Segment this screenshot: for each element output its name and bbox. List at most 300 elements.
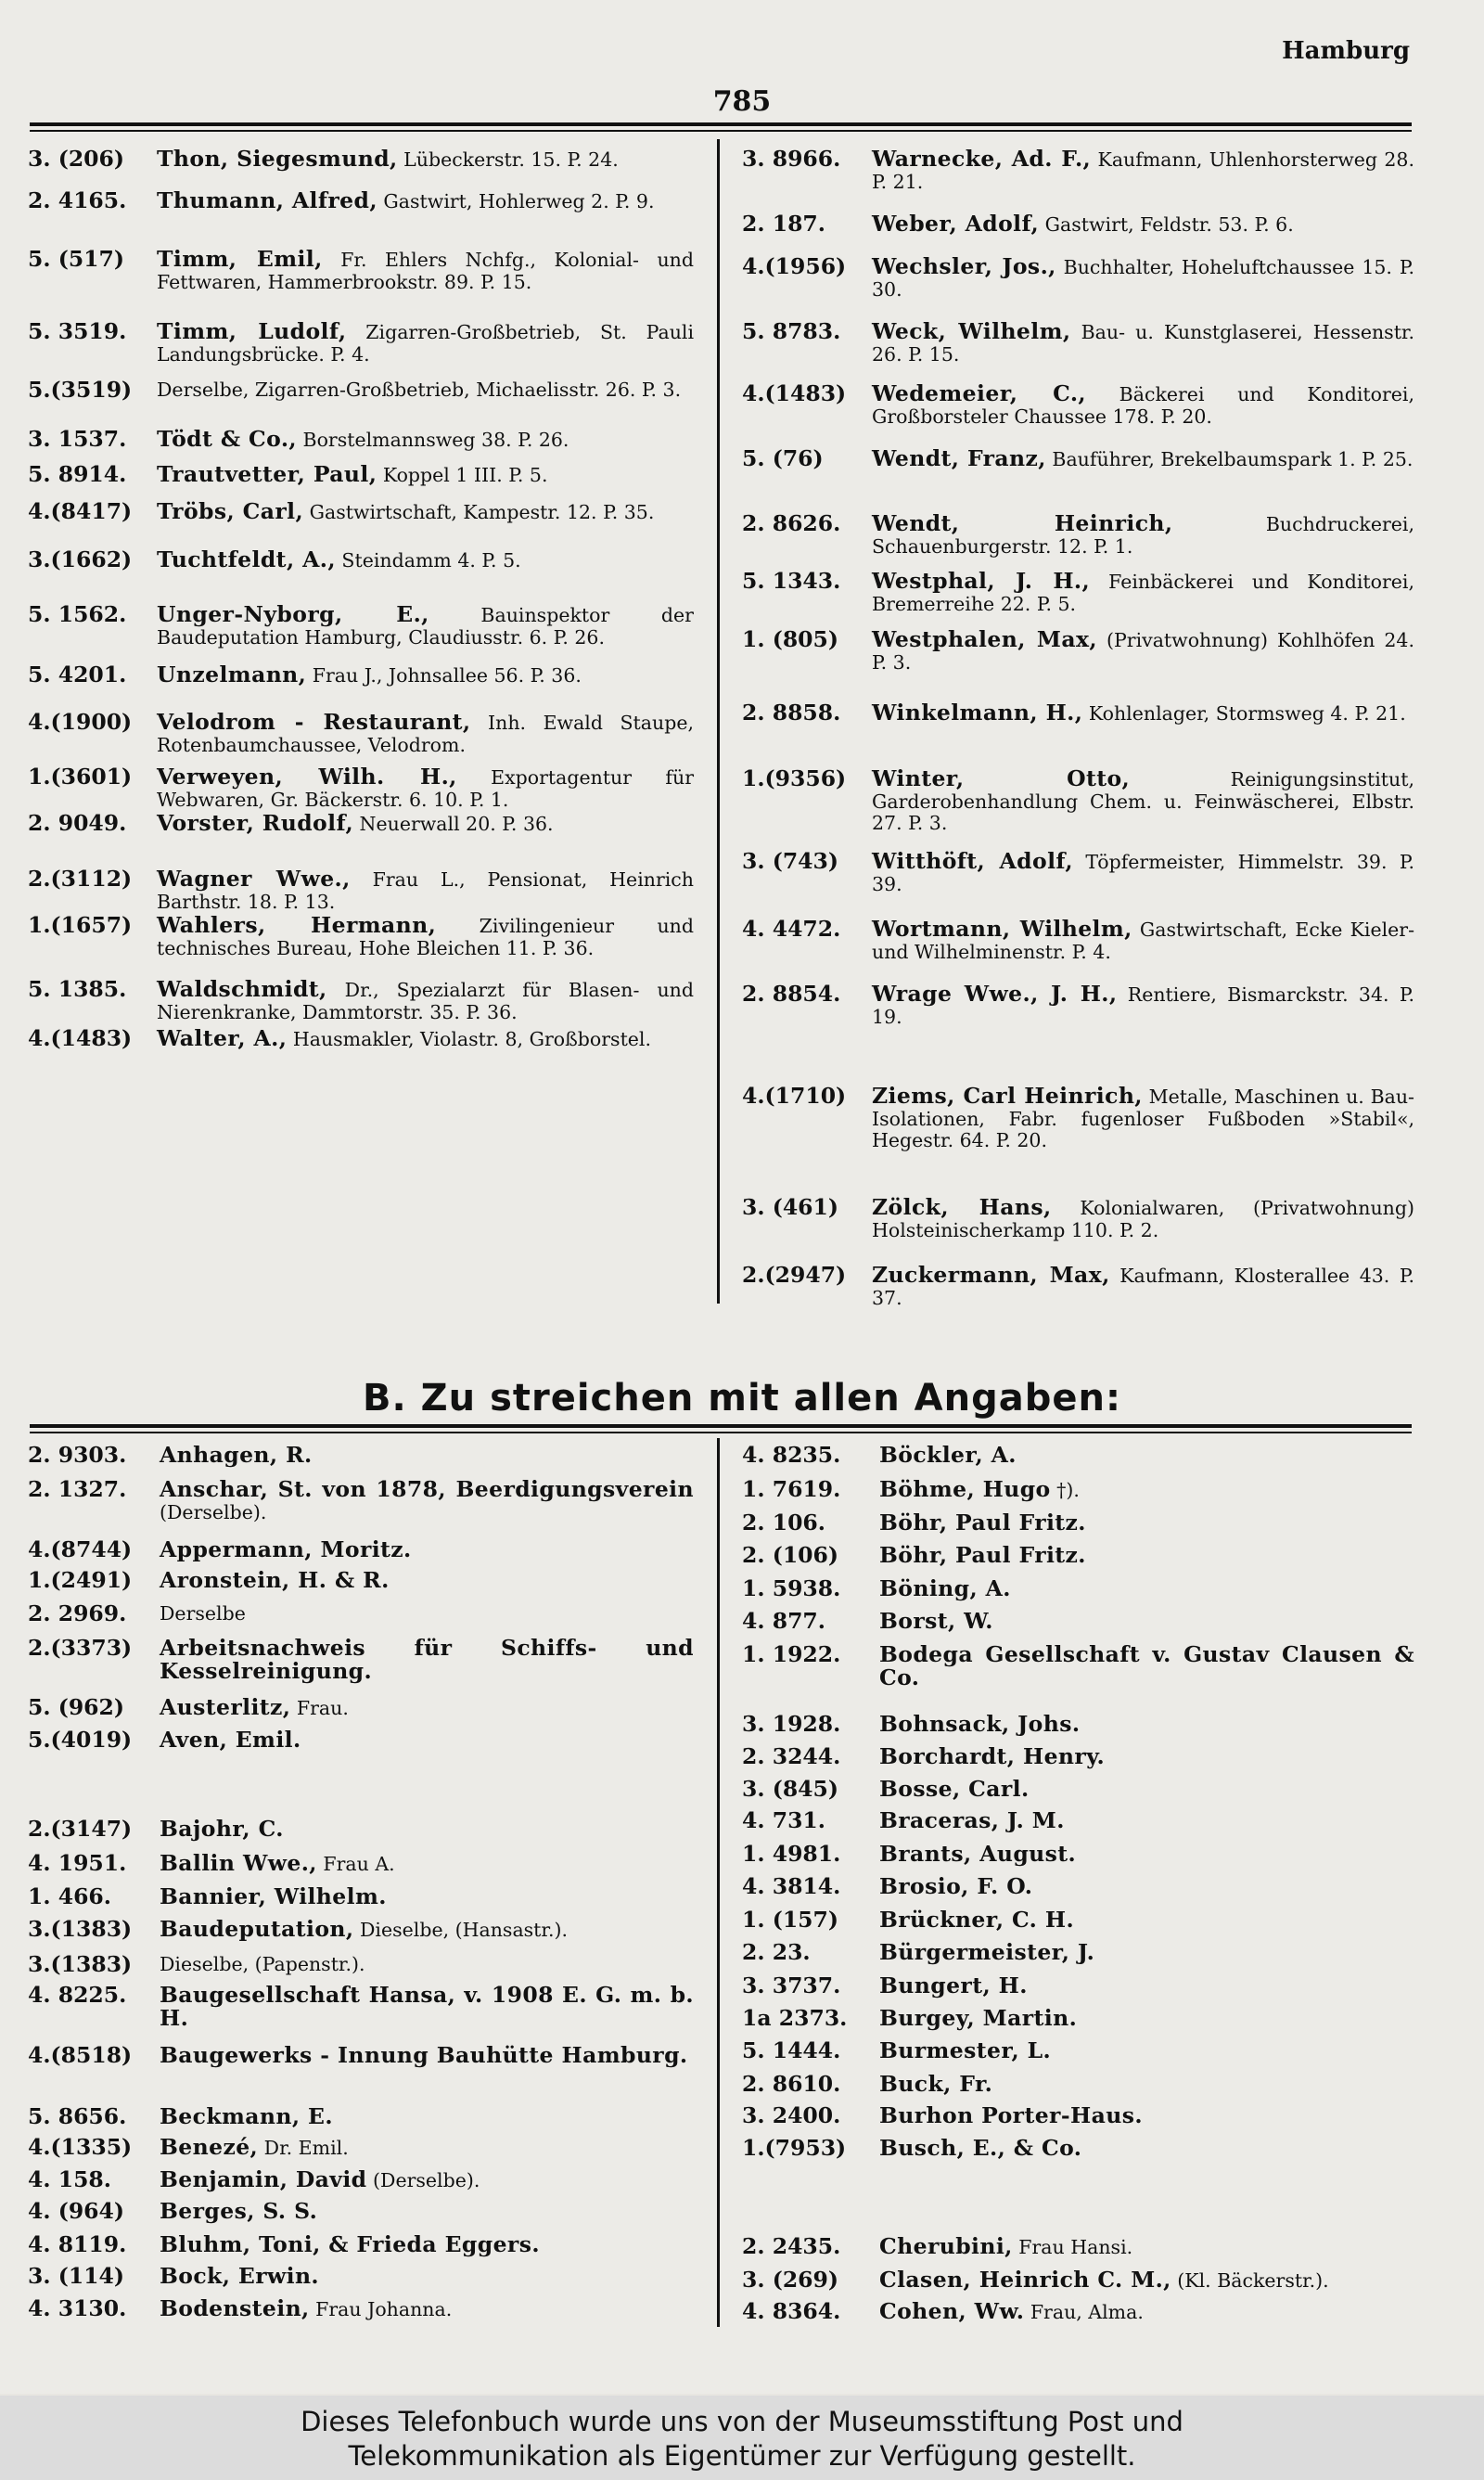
entry-text — [160, 2103, 694, 2129]
directory-entry — [28, 546, 694, 572]
entry-text — [879, 1873, 1414, 1899]
entry-text — [157, 148, 694, 172]
entry-details: Derselbe, Zigarren-Großbetrieb, Michaelisstr. 26. P. 3. — [157, 379, 682, 401]
phone-number: 3. 3737. — [742, 1972, 841, 1998]
directory-entry — [742, 1711, 1414, 1737]
directory-entry — [28, 912, 695, 959]
entry-text — [160, 1694, 694, 1720]
directory-entry — [742, 765, 1414, 835]
subscriber-name: Bluhm, Toni, & Frieda Eggers. — [160, 2231, 540, 2257]
directory-entry — [742, 253, 1414, 301]
phone-number: 3.(1383) — [28, 1951, 133, 1977]
phone-number: 4. 3130. — [28, 2295, 127, 2321]
subscriber-name: Warnecke, Ad. F., — [872, 146, 1092, 172]
subscriber-name: Burgey, Martin. — [879, 2005, 1078, 2031]
entry-details: Lübeckerstr. 15. P. 24. — [397, 148, 619, 171]
subscriber-name: Baudeputation, — [160, 1916, 354, 1942]
phone-number: 3. 2400. — [742, 2102, 841, 2128]
phone-number: 2.(3373) — [28, 1635, 133, 1661]
directory-entry — [28, 148, 694, 172]
directory-entry — [28, 187, 694, 213]
subscriber-name: Ziems, Carl Heinrich, — [872, 1083, 1143, 1109]
entry-text — [872, 626, 1414, 674]
phone-number: 1. (805) — [742, 626, 839, 652]
entry-text — [160, 1442, 694, 1468]
subscriber-name: Trautvetter, Paul, — [157, 461, 377, 487]
section-b-rule-thin — [30, 1432, 1412, 1433]
directory-entry — [28, 461, 694, 487]
subscriber-name: Weck, Wilhelm, — [872, 318, 1071, 344]
entry-text — [872, 213, 1414, 237]
directory-entry — [742, 1641, 1414, 1690]
entry-text — [160, 1982, 694, 2031]
subscriber-name: Wendt, Franz, — [872, 445, 1046, 471]
entry-details: Inh. Ewald Staupe, Rotenbaumchaussee, Velodrom. — [157, 712, 694, 756]
entry-text — [160, 2263, 694, 2289]
entry-details: Frau Hansi. — [1012, 2236, 1133, 2258]
directory-entry — [28, 2042, 694, 2068]
subscriber-name: Cohen, Ww. — [879, 2298, 1025, 2324]
entry-text — [157, 246, 694, 293]
phone-number: 5.(3519) — [28, 377, 133, 403]
entry-text — [157, 766, 694, 811]
entry-text — [879, 2269, 1414, 2293]
phone-number: 2.(3147) — [28, 1816, 133, 1842]
directory-entry — [742, 380, 1414, 428]
column-divider-a — [717, 139, 720, 1304]
subscriber-name: Böhme, Hugo — [879, 1476, 1051, 1502]
entry-details: Frau Johanna. — [309, 2298, 453, 2320]
directory-entry — [742, 2233, 1414, 2259]
entry-text — [160, 1818, 694, 1842]
entry-text — [157, 318, 695, 366]
phone-number: 3. (743) — [742, 848, 839, 874]
entry-details: Buchhalter, Hoheluftchaussee 15. P. 30. — [872, 256, 1414, 301]
phone-number: 4. 8235. — [742, 1442, 841, 1468]
subscriber-name: Arbeitsnachweis für Schiffs- und Kesselreinigung. — [160, 1635, 694, 1684]
subscriber-name: Bajohr, C. — [160, 1816, 284, 1842]
entry-text — [872, 1194, 1414, 1241]
entry-details: Hausmakler, Violastr. 8, Großborstel. — [287, 1028, 652, 1050]
entry-details: Bauführer, Brekelbaumspark 1. P. 25. — [1045, 448, 1414, 470]
subscriber-name: Appermann, Moritz. — [160, 1536, 412, 1562]
phone-number: 2. 8854. — [742, 981, 841, 1007]
phone-number: 5. (962) — [28, 1694, 125, 1720]
subscriber-name: Velodrom - Restaurant, — [157, 709, 471, 735]
entry-text — [160, 1916, 694, 1942]
entry-text — [872, 983, 1414, 1028]
subscriber-name: Bodega Gesellschaft v. Gustav Clausen & Co. — [879, 1641, 1414, 1690]
directory-entry — [742, 2102, 1414, 2128]
subscriber-name: Anschar, St. von 1878, Beerdigungsverein — [160, 1476, 694, 1502]
subscriber-name: Wortmann, Wilhelm, — [872, 916, 1132, 942]
entry-details: Dieselbe, (Papenstr.). — [160, 1953, 365, 1975]
directory-entry — [742, 568, 1415, 615]
directory-entry — [28, 2295, 694, 2321]
phone-number: 1. 1922. — [742, 1641, 841, 1667]
phone-number: 2. 8858. — [742, 700, 841, 726]
phone-number: 3. 8966. — [742, 146, 841, 172]
phone-number: 2. 2969. — [28, 1600, 127, 1626]
entry-text — [879, 1972, 1414, 1998]
subscriber-name: Wrage Wwe., J. H., — [872, 981, 1118, 1007]
entry-text — [160, 2295, 694, 2321]
subscriber-name: Brants, August. — [879, 1841, 1077, 1867]
directory-entry — [742, 2005, 1414, 2031]
subscriber-name: Cherubini, — [879, 2233, 1013, 2259]
directory-entry — [28, 2198, 694, 2224]
entry-text — [872, 568, 1415, 615]
subscriber-name: Tödt & Co., — [157, 426, 297, 452]
phone-number: 4.(8744) — [28, 1536, 133, 1562]
entry-details: Dieselbe, (Hansastr.). — [353, 1919, 568, 1941]
footer-line-2: Telekommunikation als Eigentümer zur Verfügung gestellt. — [348, 2440, 1136, 2472]
phone-number: 2. 23. — [742, 1939, 811, 1965]
directory-entry — [28, 868, 694, 913]
entry-details: Frau A. — [316, 1853, 395, 1875]
entry-details: Kohlenlager, Stormsweg 4. P. 21. — [1082, 702, 1406, 725]
entry-text — [157, 868, 694, 913]
entry-text — [879, 1542, 1414, 1568]
phone-number: 5. 3519. — [28, 318, 127, 344]
subscriber-name: Brosio, F. O. — [879, 1873, 1033, 1899]
directory-entry — [742, 1442, 1414, 1468]
phone-number: 1.(3601) — [28, 764, 133, 790]
entry-details: Gastwirt, Feldstr. 53. P. 6. — [1039, 213, 1294, 236]
phone-number: 1. 466. — [28, 1883, 111, 1909]
directory-entry — [742, 916, 1414, 963]
subscriber-name: Unzelmann, — [157, 662, 307, 687]
subscriber-name: Tröbs, Carl, — [157, 498, 304, 524]
directory-entry — [742, 1807, 1414, 1833]
entry-text — [879, 1641, 1414, 1690]
subscriber-name: Waldschmidt, — [157, 976, 327, 1002]
entry-text — [879, 2135, 1414, 2161]
directory-entry — [28, 1694, 694, 1720]
directory-entry — [28, 810, 694, 836]
column-divider-b — [717, 1438, 720, 2327]
subscriber-name: Zuckermann, Max, — [872, 1262, 1110, 1288]
phone-number: 5. 1385. — [28, 976, 127, 1002]
directory-entry — [742, 1939, 1414, 1965]
entry-text — [160, 2134, 694, 2160]
subscriber-name: Aven, Emil. — [160, 1727, 301, 1753]
entry-details: Frau. — [290, 1697, 349, 1719]
subscriber-name: Westphalen, Max, — [872, 626, 1097, 652]
subscriber-name: Busch, E., & Co. — [879, 2135, 1082, 2161]
directory-entry — [742, 1873, 1414, 1899]
subscriber-name: Bosse, Carl. — [879, 1776, 1030, 1802]
directory-entry — [742, 445, 1414, 471]
entry-text — [157, 461, 694, 487]
subscriber-name: Bohnsack, Johs. — [879, 1711, 1081, 1737]
entry-text — [872, 510, 1414, 558]
entry-text — [879, 2005, 1414, 2031]
directory-entry — [742, 2135, 1414, 2161]
phone-number: 2. (106) — [742, 1542, 839, 1568]
section-b-rule — [30, 1424, 1412, 1428]
directory-entry — [28, 1729, 694, 1753]
entry-text — [872, 765, 1414, 835]
subscriber-name: Wahlers, Hermann, — [157, 912, 437, 938]
entry-text — [160, 1954, 694, 1976]
phone-number: 2. 9303. — [28, 1442, 127, 1468]
subscriber-name: Unger-Nyborg, E., — [157, 601, 429, 627]
entry-text — [157, 379, 694, 402]
directory-entry — [28, 2134, 694, 2160]
phone-number: 2. 9049. — [28, 810, 127, 836]
entry-details: Töpfermeister, Himmelstr. 39. P. 39. — [872, 851, 1414, 895]
phone-number: 4. (964) — [28, 2198, 125, 2224]
phone-number: 1.(2491) — [28, 1567, 133, 1593]
phone-number: 2.(3112) — [28, 866, 133, 892]
subscriber-name: Winkelmann, H., — [872, 700, 1083, 726]
phone-number: 4. 731. — [742, 1807, 825, 1833]
phone-number: 2. 3244. — [742, 1743, 841, 1769]
entry-text — [879, 1512, 1414, 1536]
phone-number: 1. 4981. — [742, 1841, 841, 1867]
directory-entry — [742, 2298, 1414, 2324]
phone-number: 3. (269) — [742, 2267, 839, 2293]
entry-text — [157, 976, 694, 1023]
subscriber-name: Wagner Wwe., — [157, 866, 351, 892]
entry-text — [872, 1083, 1414, 1152]
entry-text — [879, 1939, 1414, 1965]
directory-entry — [742, 702, 1414, 726]
entry-details: Bau- u. Kunstglaserei, Hessenstr. 26. P. 15. — [872, 321, 1414, 366]
entry-details: Fr. Ehlers Nchfg., Kolonial- und Fettwaren, Hammerbrookstr. 89. P. 15. — [157, 249, 694, 293]
entry-details: Steindamm 4. P. 5. — [335, 549, 521, 572]
phone-number: 5. 1343. — [742, 568, 841, 594]
entry-text — [879, 1575, 1414, 1601]
phone-number: 4. 158. — [28, 2166, 111, 2192]
directory-entry — [742, 1972, 1414, 1998]
directory-entry — [742, 1743, 1414, 1769]
phone-number: 5. 8914. — [28, 461, 127, 487]
directory-entry — [28, 1567, 694, 1593]
subscriber-name: Bungert, H. — [879, 1972, 1028, 1998]
directory-entry — [28, 1818, 694, 1842]
entry-text — [157, 709, 694, 756]
subscriber-name: Burmester, L. — [879, 2037, 1052, 2063]
subscriber-name: Westphal, J. H., — [872, 568, 1091, 594]
subscriber-name: Wendt, Heinrich, — [872, 510, 1173, 536]
entry-text — [160, 2231, 694, 2257]
top-rule — [30, 122, 1412, 126]
directory-entry — [28, 2263, 694, 2289]
subscriber-name: Timm, Emil, — [157, 246, 323, 272]
section-b-heading: B. Zu streichen mit allen Angaben: — [363, 1377, 1121, 1420]
entry-details: (Privatwohnung) Kohlhöfen 24. P. 3. — [872, 629, 1414, 674]
entry-details: Metalle, Maschinen u. Bau-Isolationen, Fabr. fugenloser Fußboden »Stabil«, Hegestr. 64. P. 20. — [872, 1086, 1414, 1151]
phone-number: 1. (157) — [742, 1907, 839, 1933]
entry-text — [157, 664, 694, 687]
page-number: 785 — [712, 85, 772, 118]
footer-line-1: Dieses Telefonbuch wurde uns von der Museumsstiftung Post und — [301, 2406, 1183, 2437]
directory-entry — [28, 1442, 694, 1468]
entry-details: Borstelmannsweg 38. P. 26. — [296, 429, 569, 451]
phone-number: 4.(1335) — [28, 2134, 133, 2160]
entry-text — [157, 810, 694, 836]
entry-details: Feinbäckerei und Konditorei, Bremerreihe 22. P. 5. — [872, 571, 1415, 615]
phone-number: 2. 187. — [742, 211, 825, 237]
entry-details: Gastwirt, Hohlerweg 2. P. 9. — [377, 190, 655, 212]
phone-number: 3. (206) — [28, 146, 125, 172]
entry-details: Frau L., Pensionat, Heinrich Barthstr. 18. P. 13. — [157, 868, 694, 913]
entry-details: Kolonialwaren, (Privatwohnung) Holsteinischerkamp 110. P. 2. — [872, 1197, 1414, 1241]
entry-text — [872, 445, 1414, 471]
phone-number: 5. 4201. — [28, 662, 127, 687]
directory-entry — [28, 664, 694, 687]
entry-text — [879, 2298, 1414, 2324]
entry-details: Bäckerei und Konditorei, Großborsteler Chaussee 178. P. 20. — [872, 383, 1414, 428]
entry-text — [160, 2042, 694, 2068]
subscriber-name: Thon, Siegesmund, — [157, 146, 398, 172]
entry-text — [872, 916, 1414, 963]
entry-text — [160, 1603, 694, 1625]
entry-text — [160, 1883, 694, 1909]
entry-details: (Derselbe). — [366, 2169, 480, 2191]
phone-number: 5. 8656. — [28, 2103, 127, 2129]
entry-text — [879, 1743, 1414, 1769]
phone-number: 1.(7953) — [742, 2135, 847, 2161]
phone-number: 1. 5938. — [742, 1575, 841, 1601]
subscriber-name: Walter, A., — [157, 1025, 288, 1051]
subscriber-name: Timm, Ludolf, — [157, 318, 347, 344]
directory-entry — [742, 1194, 1414, 1241]
directory-entry — [28, 1476, 694, 1523]
entry-text — [157, 187, 694, 213]
phone-number: 4.(1483) — [742, 380, 847, 406]
phone-number: 5. 1444. — [742, 2037, 841, 2063]
directory-entry — [28, 318, 695, 366]
subscriber-name: Böhr, Paul Fritz. — [879, 1542, 1086, 1568]
subscriber-name: Verweyen, Wilh. H., — [157, 764, 457, 790]
entry-text — [157, 426, 694, 452]
phone-number: 1.(9356) — [742, 765, 847, 791]
phone-number: 4.(1483) — [28, 1025, 133, 1051]
phone-number: 2. 1327. — [28, 1476, 127, 1502]
phone-number: 5. 1562. — [28, 601, 127, 627]
phone-number: 4. 3814. — [742, 1873, 841, 1899]
subscriber-name: Witthöft, Adolf, — [872, 848, 1073, 874]
entry-text — [160, 2198, 694, 2224]
entry-text — [157, 498, 694, 524]
directory-entry — [742, 1512, 1414, 1536]
entry-details: Bauinspektor der Baudeputation Hamburg, Claudiusstr. 6. P. 26. — [157, 604, 694, 649]
entry-details: Rentiere, Bismarckstr. 34. P. 19. — [872, 983, 1414, 1028]
phone-number: 5. 8783. — [742, 318, 841, 344]
subscriber-name: Baugewerks - Innung Bauhütte Hamburg. — [160, 2042, 688, 2068]
phone-number: 4.(1710) — [742, 1083, 847, 1109]
phone-number: 3. 1537. — [28, 426, 127, 452]
entry-text — [160, 1476, 694, 1523]
running-head-city: Hamburg — [1282, 37, 1410, 65]
subscriber-name: Bannier, Wilhelm. — [160, 1883, 387, 1909]
subscriber-name: Anhagen, R. — [160, 1442, 313, 1468]
phone-number: 3.(1383) — [28, 1916, 133, 1942]
subscriber-name: Böckler, A. — [879, 1442, 1017, 1468]
entry-details: Reinigungsinstitut, Garderobenhandlung Chem. u. Feinwäscherei, Elbstr. 27. P. 3. — [872, 768, 1414, 834]
phone-number: 3. (461) — [742, 1194, 839, 1220]
directory-entry — [742, 318, 1414, 366]
phone-number: 4. 8225. — [28, 1982, 127, 2008]
entry-text — [157, 912, 695, 959]
directory-entry — [742, 2269, 1414, 2293]
directory-entry — [28, 1982, 694, 2031]
phone-number: 3. 1928. — [742, 1711, 841, 1737]
phone-number: 2. 8610. — [742, 2071, 841, 2097]
entry-text — [872, 1262, 1414, 1309]
directory-entry — [28, 1536, 694, 1562]
directory-entry — [28, 976, 694, 1023]
subscriber-name: Weber, Adolf, — [872, 211, 1040, 237]
directory-entry — [742, 1909, 1414, 1933]
phone-number: 2. 4165. — [28, 187, 127, 213]
entry-text — [872, 848, 1414, 895]
entry-text — [160, 1850, 694, 1876]
phone-number: 5. (517) — [28, 246, 125, 272]
directory-entry — [28, 246, 694, 293]
directory-entry — [28, 379, 694, 402]
phone-number: 3.(1662) — [28, 546, 133, 572]
subscriber-name: Berges, S. S. — [160, 2198, 318, 2224]
entry-text — [157, 1025, 694, 1051]
directory-entry — [742, 1083, 1414, 1152]
entry-text — [872, 148, 1414, 193]
entry-details: Derselbe — [160, 1602, 246, 1625]
directory-entry — [742, 2071, 1414, 2097]
entry-text — [157, 546, 694, 572]
directory-entry — [28, 426, 694, 452]
entry-details: Koppel 1 III. P. 5. — [377, 464, 548, 486]
entry-details: Dr., Spezialarzt für Blasen- und Nierenkranke, Dammtorstr. 35. P. 36. — [157, 979, 694, 1023]
phone-number: 4. 8364. — [742, 2298, 841, 2324]
entry-details: Zigarren-Großbetrieb, St. Pauli Landungsbrücke. P. 4. — [157, 321, 695, 366]
subscriber-name: Zölck, Hans, — [872, 1194, 1052, 1220]
subscriber-name: Bodenstein, — [160, 2295, 310, 2321]
directory-entry — [742, 626, 1414, 674]
entry-text — [879, 1711, 1414, 1737]
entry-details: †). — [1050, 1479, 1080, 1501]
footer-notice — [0, 2396, 1484, 2480]
entry-text — [872, 318, 1414, 366]
entry-text — [872, 380, 1414, 428]
subscriber-name: Böhr, Paul Fritz. — [879, 1510, 1086, 1536]
phone-number: 2. 2435. — [742, 2233, 841, 2259]
entry-details: Exportagentur für Webwaren, Gr. Bäckerstr. 6. 10. P. 1. — [157, 766, 695, 811]
subscriber-name: Wedemeier, C., — [872, 380, 1086, 406]
directory-entry — [28, 2231, 694, 2257]
entry-text — [879, 1476, 1414, 1502]
phone-number: 4. 4472. — [742, 916, 841, 942]
directory-entry — [742, 1262, 1414, 1309]
directory-entry — [742, 213, 1414, 237]
directory-entry — [28, 1025, 694, 1051]
phone-number: 4. 877. — [742, 1608, 825, 1634]
entry-details: Neuerwall 20. P. 36. — [353, 813, 554, 835]
directory-entry — [28, 1883, 694, 1909]
directory-entry — [742, 848, 1414, 895]
entry-details: Gastwirtschaft, Ecke Kieler- und Wilhelminenstr. P. 4. — [872, 919, 1414, 963]
entry-text — [160, 2166, 694, 2192]
entry-text — [879, 1909, 1414, 1933]
phone-number: 4.(8417) — [28, 498, 133, 524]
entry-text — [879, 2102, 1414, 2128]
subscriber-name: Wechsler, Jos., — [872, 253, 1056, 279]
directory-entry — [742, 510, 1414, 558]
directory-entry — [28, 1600, 694, 1626]
